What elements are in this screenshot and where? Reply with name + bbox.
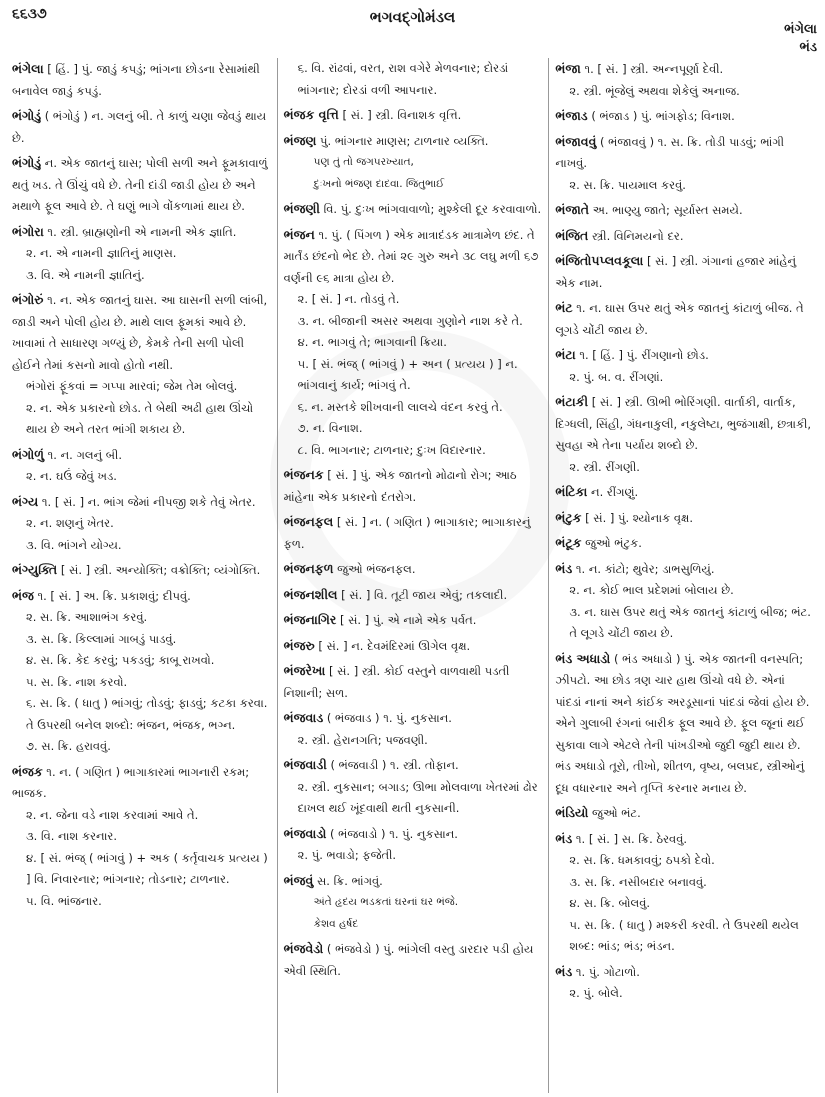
page-number: ૬૬૩૭ bbox=[12, 6, 47, 22]
entry-sense: ૬. વિ. રાંઢવાં, વરત, રાશ વગેરે મેળવનાર; દોરડાં ભાંગનાર; દોરડાં વળી આપનાર. bbox=[297, 61, 509, 97]
entry-main bbox=[12, 585, 271, 608]
entry-headword: ભંજણી bbox=[283, 201, 320, 216]
entry-headword: ભંજવું bbox=[283, 872, 314, 888]
entry-headword: ભંજક વૃત્તિ bbox=[283, 107, 339, 122]
entry-sense: ૨. સ્ત્રી. રીંગણી. bbox=[569, 459, 640, 474]
entry-sense: ૭. સ. ક્રિ. હરાવવું. bbox=[26, 739, 111, 753]
entry-sense: ૩. વિ. એ નામની જ્ઞાતિનું. bbox=[26, 267, 145, 282]
entry-definition: [ સં. ] સ્ત્રી. કોઈ વસ્તુને વાળવાથી પડતી નિશાની; સળ. bbox=[283, 664, 510, 700]
entry-headword: ભંજવાડો bbox=[283, 825, 327, 841]
dictionary-entry bbox=[284, 660, 543, 704]
entry-sense: ૨. ન. એક પ્રકારનો છોડ. તે બેથી અઢી હાથ ઊંચો થાય છે અને તરત ભાંગી શકાય છે. bbox=[26, 400, 254, 436]
entry-definition: ૧. [ સં. ] સ. ક્રિ. ઠેરવવું. bbox=[572, 831, 688, 846]
entry-quotation: દુઃખનો ભંજણ દાદવા. જિતુભાઈ bbox=[313, 177, 445, 190]
entry-definition: ૧. [ સં. ] ન. ભાંગ જેમાં નીપજી શકે તેવું ખેતર. bbox=[38, 494, 256, 509]
entry-definition: ( ભંડ અધાડો ) પું. એક જાતની વનસ્પતિ; ઝીપટો. આ છોડ ત્રણ ચાર હાથ ઊંચો વધે છે. એનાં પાંદડાં નાનાં અને કાંઈક અરડૂસાનાં પાંદડાં જેવાં હોય છે. એને ગુલાબી રંગનાં બારીક ફૂલ આવે છે. ફૂલ જૂનાં થઈ સુકાવા લાગે એટલે તેની પાંખડીઓ જુદી જુદી થાય છે. ભંડ અધાડો તૂરો, તીખો, શીતળ, વૃષ્ય, બલપ્રદ, સ્ત્રીઓનું દૂધ વધારનાર અને તૃપ્તિ કરનાર મનાય છે. bbox=[555, 651, 810, 795]
entry-main bbox=[555, 297, 814, 341]
entry-main bbox=[284, 823, 543, 846]
entry-headword: ભંડ અધાડો bbox=[555, 650, 611, 666]
entry-sense: ૨. ન. ઘઉં જેવું ખડ. bbox=[26, 469, 117, 483]
dictionary-entry bbox=[555, 225, 814, 248]
entry-headword: ભંડ bbox=[555, 963, 573, 979]
entry-main bbox=[284, 635, 543, 658]
entry-definition: [ સં. ] સ્ત્રી. વિનાશક વૃત્તિ. bbox=[338, 108, 462, 122]
entry-sense: ૨. પું. બ. વ. રીંગણાં. bbox=[569, 369, 664, 384]
entry-sense: ૫. સ. ક્રિ. નાશ કરવો. bbox=[26, 674, 128, 689]
entry-sense: ૨. ન. શણનું ખેતર. bbox=[26, 516, 114, 530]
entry-definition: [ સં. ] વિ. તૂટી જાય એવું; તકલાદી. bbox=[337, 587, 508, 602]
entry-definition: ૧. ન. એક જાતનું ઘાસ. આ ઘાસની સળી લાંબી, જાડી અને પોલી હોય છે. માથે લાલ ફૂમકાં આવે છે. ખાવામાં તે સાધારણ ગળ્યું છે, કેમકે તેની સળી પોલી હોઈને તેમાં કસનો માવો હોતો નથી. bbox=[12, 293, 268, 372]
entry-definition: ( ભંજાડ ) પું. ભાંગફોડ; વિનાશ. bbox=[587, 109, 735, 123]
entry-definition: ન. રીંગણું. bbox=[587, 485, 639, 499]
entry-main bbox=[12, 152, 271, 218]
entry-headword: ભંડિયો bbox=[555, 805, 589, 820]
entry-headword: ભંજરેખા bbox=[283, 663, 326, 678]
dictionary-entry bbox=[555, 105, 814, 128]
entry-sense: ૭. ન. વિનાશ. bbox=[297, 421, 363, 435]
entry-sense: ૨. ન. એ નામની જ્ઞાતિનું માણસ. bbox=[26, 246, 177, 260]
entry-headword: ભંજનફળ bbox=[283, 561, 334, 576]
entry-headword: ભંગ્ય bbox=[12, 493, 39, 509]
column-3 bbox=[548, 58, 820, 1093]
entry-sense: ૨. ન. કોઈ ભાલ પ્રદેશમાં બોલાય છે. bbox=[569, 583, 734, 597]
entry-main bbox=[284, 104, 543, 127]
entry-sense: ૬. સ. ક્રિ. ( ધાતુ ) ભાંગવું; તોડવું; ફાડવું; કટકા કરવા. તે ઉપરથી બનેલ શબ્દો: ભંજન, ભંજક, ભગ્ન. bbox=[26, 696, 268, 732]
entry-sense: ૨. સ. ક્રિ. પાયમાલ કરવું. bbox=[569, 177, 686, 192]
entry-definition: ૧. સ્ત્રી. બ્રાહ્મણોની એ નામની એક જ્ઞાતિ. bbox=[43, 224, 237, 239]
entry-headword: ભંજનક bbox=[283, 467, 324, 482]
dictionary-entry bbox=[555, 802, 814, 825]
entry-sense: ૨. સ. ક્રિ. ધમકાવવું; ઠપકો દેવો. bbox=[569, 853, 715, 867]
entry-definition: જુઓ ભંટુક. bbox=[581, 536, 642, 550]
entry-headword: ભંજવાડી bbox=[283, 757, 327, 772]
entry-definition: [ સં. ] ન. ( ગણિત ) ભાગાકાર; ભાગાકારનું ફળ. bbox=[283, 515, 531, 551]
dictionary-entry bbox=[555, 507, 814, 530]
dictionary-entry bbox=[12, 289, 271, 441]
dictionary-entry bbox=[12, 221, 271, 287]
entry-sense: ૬. ન. મસ્તકે શીખવાની લાલચે વંદન કરવું તે. bbox=[297, 399, 503, 414]
entry-main bbox=[555, 225, 814, 248]
entry-sense: ૩. વિ. ભાંગને યોગ્ય. bbox=[26, 537, 122, 552]
dictionary-entry bbox=[555, 58, 814, 102]
entry-headword: ભંજનશીલ bbox=[283, 586, 338, 602]
entry-main bbox=[555, 391, 814, 457]
entry-definition: જુઓ ભંજનફલ. bbox=[333, 562, 416, 576]
dictionary-entry bbox=[284, 870, 543, 936]
entry-sense: ૨. પું. ભવાડો; ફજેતી. bbox=[297, 848, 397, 862]
entry-definition: ( ભંગોડું ) ન. ગલનું બી. તે કાળું ચણા જેવડું થાય છે. bbox=[12, 109, 267, 145]
entry-definition: વિ. પું. દુઃખ ભાંગવાવાળો; મુશ્કેલી દૂર કરવાવાળો. bbox=[319, 202, 542, 216]
entry-main bbox=[555, 802, 814, 825]
entry-main bbox=[284, 558, 543, 581]
entry-sense: ૪. સ. ક્રિ. કેદ કરવું; પકડવું; કાબૂ રાખવો. bbox=[26, 653, 215, 667]
entry-main bbox=[555, 961, 814, 984]
entry-sense: ૨. સ્ત્રી. ભૂંજેલું અથવા શેકેલું અનાજ. bbox=[569, 83, 740, 98]
entry-headword: ભંજવાડ bbox=[283, 710, 324, 725]
dictionary-entry bbox=[12, 491, 271, 557]
dictionary-entry bbox=[555, 250, 814, 294]
book-title: ભગવદ્ગોમંડલ bbox=[369, 8, 456, 26]
entry-headword: ભંજા bbox=[555, 61, 581, 76]
page-header bbox=[0, 0, 825, 56]
entry-headword: ભંટાકી bbox=[555, 394, 589, 409]
dictionary-entry bbox=[284, 58, 543, 101]
dictionary-entry bbox=[12, 559, 271, 582]
guide-word-first: ભંગેલા bbox=[784, 22, 817, 37]
entry-sense: ૫. [ સં. ભંજ્ ( ભાંગવું ) + અન ( પ્રત્યય ) ] ન. ભાંગવાનું કાર્ય; ભાંગવું તે. bbox=[297, 356, 518, 392]
entry-definition: [ હિં. ] પું. જાડું કપડું; ભાંગના છોડના રેસામાંથી બનાવેલ જાડું કપડું. bbox=[12, 62, 260, 98]
entry-main bbox=[284, 584, 543, 607]
entry-main bbox=[284, 511, 543, 555]
entry-main bbox=[555, 58, 814, 81]
entry-headword: ભંટા bbox=[555, 347, 576, 362]
entry-sense: ૩. ન. ઘાસ ઉપર થતું એક જાતનું કાંટાળું બીજ; ભંટ. તે લૂગડે ચોંટી જાય છે. bbox=[569, 604, 811, 640]
dictionary-entry bbox=[555, 131, 814, 197]
entry-main bbox=[555, 250, 814, 294]
entry-headword: ભંગોડું bbox=[12, 108, 42, 123]
dictionary-entry bbox=[555, 481, 814, 504]
entry-sense: ૮. વિ. ભાગનાર; ટાળનાર; દુઃખ વિદારનાર. bbox=[297, 442, 486, 457]
entry-headword: ભંટૂક bbox=[555, 535, 582, 550]
dictionary-entry bbox=[284, 558, 543, 581]
dictionary-entry bbox=[555, 297, 814, 341]
entry-headword: ભંડ bbox=[555, 560, 573, 576]
entry-definition: ૧. [ હિં. ] પું. રીંગણાનો છોડ. bbox=[575, 348, 709, 362]
entry-definition: ૧. ન. ગલનું બી. bbox=[44, 447, 122, 462]
entry-quotation: કેશવ હર્ષદ bbox=[313, 917, 359, 930]
entry-headword: ભંજન bbox=[283, 226, 315, 242]
entry-sense: ૫. સ. ક્રિ. ( ધાતુ ) મશ્કરી કરવી. તે ઉપરથી થયેલ શબ્દ: ભાંડ; ભંડ; ભંડન. bbox=[569, 917, 799, 953]
entry-headword: ભંજનાગિર bbox=[283, 612, 337, 627]
entry-sense: ૨. પું. બોલે. bbox=[569, 986, 623, 1000]
entry-main bbox=[555, 532, 814, 555]
entry-sense: ૨. સ્ત્રી. નુકસાન; બગાડ; ઊભા મોલવાળા ખેતરમાં ઢોર દાખલ થઈ ખૂંદવાથી થતી નુકસાની. bbox=[297, 779, 538, 815]
entry-definition: [ સં. ] પું. શ્યોનાક વૃક્ષ. bbox=[581, 510, 694, 525]
entry-headword: ભંટ bbox=[555, 300, 573, 315]
dictionary-entry bbox=[555, 344, 814, 388]
entry-headword: ભંજિત bbox=[555, 227, 589, 243]
entry-definition: ૧. [ સં. ] સ્ત્રી. અન્નપૂર્ણા દેવી. bbox=[580, 62, 724, 76]
entry-main bbox=[555, 558, 814, 581]
entry-definition: સ. ક્રિ. ભાંગવું. bbox=[313, 873, 383, 888]
entry-sense: ૨. સ. ક્રિ. આશાભંગ કરવું. bbox=[26, 610, 148, 624]
entry-headword: ભંજવેડો bbox=[283, 941, 324, 956]
entry-definition: સ્ત્રી. વિનિમયનો દર. bbox=[588, 228, 684, 243]
dictionary-entry bbox=[12, 105, 271, 149]
dictionary-entry bbox=[284, 104, 543, 127]
entry-headword: ભંગોરા bbox=[12, 223, 44, 239]
entry-definition: ૧. ન. ( ગણિત ) ભાગાકારમાં ભાગનારી રકમ; ભાજક. bbox=[12, 764, 250, 800]
dictionary-entry bbox=[555, 532, 814, 555]
entry-headword: ભંજિતોપપ્લવકૂલા bbox=[555, 253, 644, 268]
entry-main bbox=[12, 105, 271, 149]
entry-headword: ભંગ્યુક્તિ bbox=[12, 562, 58, 577]
entry-main bbox=[12, 491, 271, 514]
entry-sense: ૪. ન. ભાગવું તે; ભાગવાની ક્રિયા. bbox=[297, 335, 447, 349]
entry-main bbox=[284, 224, 543, 290]
entry-definition: ( ભંજાવવું ) ૧. સ. ક્રિ. તોડી પાડવું; ભાંગી નાખવું. bbox=[555, 134, 785, 170]
entry-main bbox=[284, 754, 543, 777]
entry-sense: ૩. સ. ક્રિ. કિલ્લામાં ગાબડું પાડવું. bbox=[26, 631, 177, 646]
entry-sense: ૨. ન. જેના વડે નાશ કરવામાં આવે તે. bbox=[26, 807, 199, 822]
entry-sense: ૫. વિ. ભાંજનાર. bbox=[26, 893, 102, 908]
dictionary-entry bbox=[284, 224, 543, 462]
entry-definition: અ. ભાણ્યુ જાતે; સૂર્યાસ્ત સમયે. bbox=[589, 203, 743, 217]
entry-sense: ૪. સ. ક્રિ. બોલવું. bbox=[569, 896, 651, 910]
entry-main bbox=[284, 609, 543, 632]
entry-sense: ૨. [ સં. ] ન. તોડવું તે. bbox=[297, 292, 400, 306]
entry-definition: ( ભંજવેડો ) પું. ભાંગેલી વસ્તુ ડારદાર પડી હોય એવી સ્થિતિ. bbox=[283, 942, 534, 978]
entry-headword: ભંડ bbox=[555, 830, 573, 846]
dictionary-entry bbox=[284, 938, 543, 982]
entry-definition: ( ભંજવાડ ) ૧. પું. નુકસાન. bbox=[323, 711, 452, 725]
entry-definition: [ સં. ] સ્ત્રી. ઊભી ભોરિંગણી. વાર્તાકી, વાર્તાક, દિગ્ધલી, સિંહી, ગંધનાકુલી, નકુલેષ્ટા, ભુજંગાક્ષી, છત્રાકી, સુવહા એ તેના પર્યાય શબ્દો છે. bbox=[555, 395, 812, 452]
dictionary-entry bbox=[12, 152, 271, 218]
entry-main bbox=[555, 828, 814, 851]
entry-main bbox=[12, 221, 271, 244]
dictionary-entry bbox=[284, 635, 543, 658]
entry-main bbox=[12, 761, 271, 805]
entry-main bbox=[284, 198, 543, 221]
dictionary-entry bbox=[284, 823, 543, 867]
entry-definition: ૧. ન. કાંટો; થુવેર; ડાભસુળિયું. bbox=[572, 561, 715, 576]
entry-sense: ૨. સ્ત્રી. હેરાનગતિ; પજવણી. bbox=[297, 732, 428, 747]
entry-main bbox=[284, 707, 543, 730]
entry-main bbox=[12, 289, 271, 376]
entry-headword: ભંજરુ bbox=[283, 637, 315, 653]
entry-sense: ૪. [ સં. ભંજ્ ( ભાંગવું ) + અક ( કર્તૃવાચક પ્રત્યય ) ] વિ. નિવારનાર; ભાંગનાર; તોડનાર; ટાળનાર. bbox=[26, 850, 268, 886]
entry-headword: ભંજ bbox=[12, 587, 34, 603]
entry-headword: ભંટુક bbox=[555, 509, 582, 525]
dictionary-entry bbox=[555, 961, 814, 1005]
entry-main bbox=[284, 938, 543, 982]
dictionary-entry bbox=[284, 584, 543, 607]
dictionary-entry bbox=[284, 754, 543, 820]
entry-sense: ૩. ન. બીજાની અસર અથવા ગુણોને નાશ કરે તે. bbox=[297, 313, 523, 328]
dictionary-entry bbox=[284, 609, 543, 632]
entry-main bbox=[555, 481, 814, 504]
entry-main bbox=[555, 507, 814, 530]
entry-definition: ૧. [ સં. ] અ. ક્રિ. પ્રકાશવું; દીપવું. bbox=[33, 588, 191, 603]
dictionary-columns bbox=[6, 58, 820, 1093]
dictionary-entry bbox=[555, 828, 814, 958]
entry-headword: ભંટિકા bbox=[555, 484, 588, 499]
entry-headword: ભંગેલા bbox=[12, 61, 44, 76]
entry-sense: ભંગોરાં ફૂંકવાં = ગપ્પા મારવાં; જેમ તેમ બોલવું. bbox=[26, 379, 238, 393]
dictionary-entry bbox=[12, 761, 271, 913]
dictionary-entry bbox=[555, 391, 814, 478]
entry-main bbox=[555, 344, 814, 367]
entry-definition: પું. ભાંગનાર માણસ; ટાળનાર વ્યક્તિ. bbox=[316, 133, 489, 148]
dictionary-entry bbox=[12, 585, 271, 758]
entry-headword: ભંગોળું bbox=[12, 446, 45, 462]
entry-definition: [ સં. ] પું. એક જાતનો મોઢાનો રોગ; આઠ માંહેના એક પ્રકારનો દંતરોગ. bbox=[283, 468, 517, 504]
entry-main bbox=[284, 660, 543, 704]
entry-definition: ૧. પું. ( પિંગળ ) એક માત્રાદંડક માત્રામેળ છંદ. તે માર્તંડ છંદનો ભેદ છે. તેમાં ૨૯ ગુરુ અને ૩૮ લઘુ મળી ૬૭ વર્ણની ૯૬ માત્રા હોય છે. bbox=[283, 227, 539, 285]
entry-sense: ૩. વિ. નાશ કરનાર. bbox=[26, 829, 118, 843]
entry-definition: [ સં. ] સ્ત્રી. ગંગાનાં હજાર માંહેનું એક નામ. bbox=[555, 254, 797, 290]
dictionary-entry bbox=[284, 130, 543, 196]
dictionary-entry bbox=[12, 58, 271, 102]
entry-main bbox=[284, 464, 543, 508]
entry-headword: ભંજાતે bbox=[555, 202, 590, 217]
entry-definition: ન. એક જાતનું ઘાસ; પોલી સળી અને ફૂમકાવાળું થતું ખડ. તે ઊંચું વધે છે. તેની દાંડી જાડી હોય છે અને મથાળે ફૂલ આવે છે. તે ઘણું ભાગે વોંકળામાં થાય છે. bbox=[12, 156, 268, 213]
entry-definition: [ સં. ] સ્ત્રી. અન્યોક્તિ; વક્રોક્તિ; વ્યંગોક્તિ. bbox=[57, 563, 261, 577]
entry-headword: ભંગોરું bbox=[12, 292, 44, 307]
dictionary-entry bbox=[284, 511, 543, 555]
entry-definition: [ સં. ] ન. દેવમંદિરમાં ઊગેલ વૃક્ષ. bbox=[314, 638, 471, 653]
entry-main bbox=[12, 444, 271, 467]
guide-word-last: ભંડ bbox=[799, 40, 817, 55]
entry-headword: ભંજનફલ bbox=[283, 514, 334, 529]
dictionary-entry bbox=[284, 707, 543, 751]
entry-sense: ૩. સ. ક્રિ. નસીબદાર બનાવવું. bbox=[569, 874, 707, 889]
entry-quotation: અંતે હૃદય ભડકતાં ઘરનાં ઘર ભંજે. bbox=[313, 896, 459, 908]
dictionary-entry bbox=[284, 198, 543, 221]
entry-main bbox=[555, 131, 814, 175]
entry-definition: ( ભંજવાડી ) ૧. સ્ત્રી. તોફાન. bbox=[326, 758, 459, 772]
entry-quotation: પણ તું તો જગપરખ્યાત, bbox=[313, 156, 414, 168]
entry-main bbox=[555, 199, 814, 222]
column-2 bbox=[277, 58, 549, 1093]
entry-headword: ભંજાવવું bbox=[555, 133, 597, 149]
entry-headword: ભંજાડ bbox=[555, 108, 588, 123]
entry-definition: જુઓ ભંટ. bbox=[588, 806, 641, 820]
entry-headword: ભંજણ bbox=[283, 132, 317, 148]
column-1 bbox=[6, 58, 277, 1093]
entry-main bbox=[555, 648, 814, 800]
entry-headword: ભંજક bbox=[12, 763, 43, 779]
entry-main bbox=[555, 105, 814, 128]
entry-definition: ( ભંજવાડો ) ૧. પું. નુકસાન. bbox=[326, 826, 458, 841]
dictionary-entry bbox=[555, 199, 814, 222]
entry-main bbox=[284, 130, 543, 153]
dictionary-entry bbox=[12, 444, 271, 488]
entry-headword: ભંગોડું bbox=[12, 155, 42, 170]
entry-main bbox=[12, 559, 271, 582]
dictionary-entry bbox=[555, 648, 814, 800]
entry-definition: ૧. ન. ઘાસ ઉપર થતું એક જાતનું કાંટાળું બીજ. તે લૂગડે ચોંટી જાય છે. bbox=[555, 301, 804, 337]
dictionary-entry bbox=[555, 558, 814, 645]
entry-definition: [ સં. ] પું. એ નામે એક પર્વત. bbox=[336, 613, 477, 627]
dictionary-entry bbox=[284, 464, 543, 508]
entry-main bbox=[12, 58, 271, 102]
entry-main bbox=[284, 870, 543, 893]
entry-definition: ૧. પું. ગોટાળો. bbox=[572, 964, 640, 979]
